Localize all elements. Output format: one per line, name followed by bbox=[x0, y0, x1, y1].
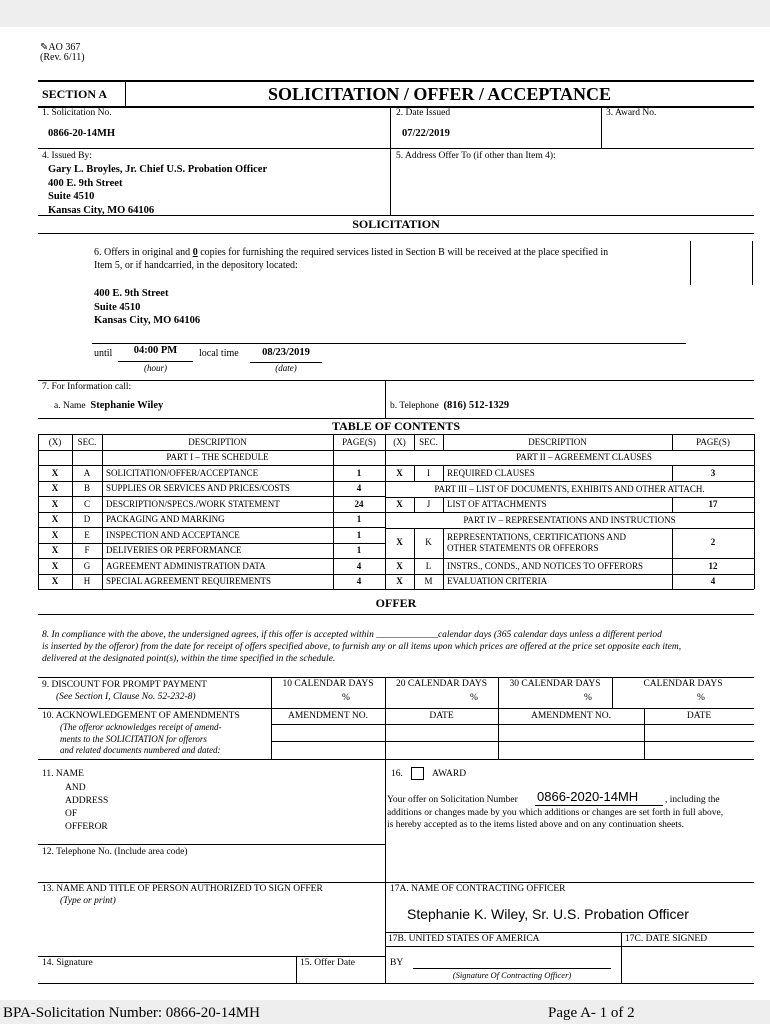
toc-rule bbox=[385, 497, 754, 498]
toc-row-pages: 1 bbox=[356, 514, 362, 524]
field-10-sub: (The offeror acknowledges receipt of amend- ments to the SOLICITATION for offerors and related documents numbered and dated: bbox=[60, 722, 222, 755]
toc-row-mark: X bbox=[51, 545, 59, 555]
toc-heading: TABLE OF CONTENTS bbox=[331, 419, 461, 433]
date-issued: 07/22/2019 bbox=[402, 128, 450, 139]
discount-other-days: CALENDAR DAYS bbox=[643, 679, 723, 689]
field-5-label: 5. Address Offer To (if other than Item 4): bbox=[396, 151, 556, 161]
field-16-label: 16. bbox=[391, 769, 403, 779]
toc-row-pages: 24 bbox=[354, 499, 364, 509]
pct-4: % bbox=[697, 693, 705, 703]
contact-name-row: a. Name Stephanie Wiley bbox=[54, 400, 164, 411]
toc-row-desc: OTHER STATEMENTS OR OFFERORS bbox=[447, 543, 599, 553]
toc-row-sec: G bbox=[83, 561, 91, 571]
award-solicitation-number: 0866-2020-14MH bbox=[537, 789, 639, 804]
toc-header-desc: DESCRIPTION bbox=[188, 437, 247, 447]
solicitation-number: 0866-20-14MH bbox=[48, 128, 116, 139]
field-6-text-line2: Item 5, or if handcarried, in the depository located: bbox=[94, 260, 298, 271]
signature-caption: (Signature Of Contracting Officer) bbox=[452, 970, 572, 980]
issued-by-block: Gary L. Broyles, Jr. Chief U.S. Probation Officer 400 E. 9th Street Suite 4510 Kansas City, MO 64106 bbox=[48, 164, 268, 216]
toc-row-desc: PACKAGING AND MARKING bbox=[106, 514, 225, 524]
toc-row-mark: X bbox=[396, 468, 403, 478]
toc-vline bbox=[672, 497, 673, 512]
field-8-text: 8. In compliance with the above, the undersigned agrees, if this offer is accepted within _____________calendar days (365 calendar days unless a different period is inserted by the offeror) from the date for receipt of offers specified above, to furnish any or all items upon which prices are offered at the price set opposite each item, delivered at the designated point(s), within the time specified in the schedule. bbox=[42, 630, 682, 664]
toc-rule bbox=[385, 512, 754, 513]
toc-part-1: PART I – THE SCHEDULE bbox=[166, 452, 269, 462]
depository-address: 400 E. 9th Street Suite 4510 Kansas City, MO 64106 bbox=[94, 288, 201, 326]
toc-vline bbox=[672, 434, 673, 450]
field-11-label: 11. NAME bbox=[42, 769, 84, 779]
field-10-label: 10. ACKNOWLEDGEMENT OF AMENDMENTS bbox=[42, 711, 240, 721]
toc-vline bbox=[333, 434, 334, 589]
toc-header-x: (X) bbox=[48, 437, 62, 447]
form-revision: (Rev. 6/11) bbox=[40, 52, 85, 63]
toc-row-mark: X bbox=[51, 514, 59, 524]
toc-vline bbox=[385, 434, 386, 589]
toc-row-desc: INSTRS., CONDS., AND NOTICES TO OFFERORS bbox=[447, 561, 643, 571]
toc-row-sec: D bbox=[83, 514, 91, 524]
toc-row-desc: REPRESENTATIONS, CERTIFICATIONS AND bbox=[447, 532, 627, 542]
field-13-sub: (Type or print) bbox=[60, 896, 116, 906]
toc-vline bbox=[414, 497, 415, 512]
field-13-label: 13. NAME AND TITLE OF PERSON AUTHORIZED TO SIGN OFFER bbox=[42, 884, 323, 894]
toc-row-mark: X bbox=[51, 530, 59, 540]
pct-3: % bbox=[584, 693, 592, 703]
toc-row-desc: SUPPLIES OR SERVICES AND PRICES/COSTS bbox=[106, 483, 290, 493]
toc-row-sec: H bbox=[83, 576, 91, 586]
toc-header-pages: PAGE(S) bbox=[342, 437, 376, 447]
field-14-label: 14. Signature bbox=[42, 958, 93, 968]
toc-row-desc: DESCRIPTION/SPECS./WORK STATEMENT bbox=[106, 499, 280, 509]
by-label: BY bbox=[390, 958, 404, 968]
toc-part-3: PART III – LIST OF DOCUMENTS, EXHIBITS AND OTHER ATTACH. bbox=[434, 484, 705, 494]
toc-row-mark: X bbox=[51, 576, 59, 586]
toc-vline bbox=[38, 434, 39, 589]
pct-1: % bbox=[342, 693, 350, 703]
toc-vline bbox=[443, 434, 444, 450]
field-15-label: 15. Offer Date bbox=[300, 958, 355, 968]
date-caption: (date) bbox=[275, 363, 297, 373]
field-4-label: 4. Issued By: bbox=[42, 151, 92, 161]
award-line-2: additions or changes made by you which additions or changes are set forth in full above, bbox=[387, 808, 724, 818]
toc-row-pages: 17 bbox=[708, 499, 718, 509]
toc-rule bbox=[385, 528, 754, 529]
toc-row-pages: 1 bbox=[356, 545, 362, 555]
award-checkbox[interactable] bbox=[411, 767, 424, 780]
toc-vline bbox=[754, 434, 755, 589]
field-12-label: 12. Telephone No. (Include area code) bbox=[42, 847, 188, 857]
toc-rule bbox=[385, 481, 754, 482]
toc-rule bbox=[385, 574, 754, 575]
page-title: SOLICITATION / OFFER / ACCEPTANCE bbox=[267, 84, 612, 104]
toc-row-desc: REQUIRED CLAUSES bbox=[447, 468, 535, 478]
until-label: until bbox=[94, 348, 113, 359]
amend-no-header-1: AMENDMENT NO. bbox=[287, 711, 369, 721]
field-1-label: 1. Solicitation No. bbox=[42, 108, 112, 118]
toc-row-mark: X bbox=[396, 537, 403, 547]
toc-vline bbox=[414, 434, 415, 450]
due-time: 04:00 PM bbox=[133, 345, 178, 356]
section-label: SECTION A bbox=[42, 87, 108, 101]
toc-row-mark: X bbox=[51, 561, 59, 571]
toc-row-sec: L bbox=[425, 561, 432, 571]
field-17b-label: 17B. UNITED STATES OF AMERICA bbox=[388, 934, 540, 944]
award-line-1: Your offer on Solicitation Number bbox=[387, 795, 518, 805]
toc-row-sec: K bbox=[425, 537, 432, 547]
amend-date-header-2: DATE bbox=[686, 711, 712, 721]
toc-row-pages: 1 bbox=[356, 530, 362, 540]
toc-header-x-right: (X) bbox=[393, 437, 406, 447]
toc-row-desc: SPECIAL AGREEMENT REQUIREMENTS bbox=[106, 576, 272, 586]
field-11-sub: AND ADDRESS OF OFFEROR bbox=[65, 783, 109, 832]
toc-row-mark: X bbox=[396, 499, 403, 509]
toc-row-mark: X bbox=[51, 499, 59, 509]
toc-row-sec: C bbox=[83, 499, 90, 509]
toc-row-mark: X bbox=[51, 468, 59, 478]
toc-rule bbox=[385, 558, 754, 559]
toc-row-sec: B bbox=[83, 483, 90, 493]
field-17a-label: 17A. NAME OF CONTRACTING OFFICER bbox=[390, 884, 566, 894]
toc-row-pages: 2 bbox=[710, 537, 716, 547]
toc-rule bbox=[38, 465, 754, 466]
toc-row-pages: 4 bbox=[356, 561, 362, 571]
field-7-label: 7. For Information call: bbox=[42, 382, 132, 392]
contracting-officer-name: Stephanie K. Wiley, Sr. U.S. Probation Officer bbox=[407, 906, 689, 922]
due-date: 08/23/2019 bbox=[262, 347, 310, 358]
footer-solicitation: BPA-Solicitation Number: 0866-20-14MH bbox=[3, 1005, 260, 1021]
discount-20-days: 20 CALENDAR DAYS bbox=[396, 679, 487, 689]
toc-vline bbox=[414, 528, 415, 589]
toc-vline bbox=[443, 528, 444, 589]
toc-row-sec: M bbox=[424, 576, 433, 586]
toc-row-desc: AGREEMENT ADMINISTRATION DATA bbox=[106, 561, 266, 571]
toc-row-desc: LIST OF ATTACHMENTS bbox=[447, 499, 547, 509]
amend-date-header-1: DATE bbox=[429, 711, 454, 721]
toc-header-sec-right: SEC. bbox=[419, 437, 438, 447]
toc-row-desc: DELIVERIES OR PERFORMANCE bbox=[106, 545, 242, 555]
amend-no-header-2: AMENDMENT NO. bbox=[530, 711, 612, 721]
field-6-text: 6. Offers in original and 0 copies for furnishing the required services listed in Section B will be received at the place specified in bbox=[94, 247, 609, 258]
local-time-label: local time bbox=[199, 348, 239, 359]
toc-row-pages: 4 bbox=[356, 483, 362, 493]
field-3-label: 3. Award No. bbox=[606, 108, 657, 118]
toc-row-pages: 1 bbox=[356, 468, 362, 478]
form-id: ✎AO 367 bbox=[40, 42, 81, 53]
solicitation-heading: SOLICITATION bbox=[352, 217, 440, 231]
field-9-label: 9. DISCOUNT FOR PROMPT PAYMENT bbox=[42, 680, 207, 690]
toc-vline bbox=[414, 465, 415, 481]
toc-row-sec: A bbox=[83, 468, 91, 478]
contact-phone-row: b. Telephone (816) 512-1329 bbox=[390, 400, 510, 411]
toc-part-2: PART II – AGREEMENT CLAUSES bbox=[516, 452, 652, 462]
field-17c-label: 17C. DATE SIGNED bbox=[625, 934, 708, 944]
discount-30-days: 30 CALENDAR DAYS bbox=[509, 679, 601, 689]
toc-row-mark: X bbox=[396, 561, 403, 571]
footer-page-number: Page A- 1 of 2 bbox=[548, 1005, 635, 1021]
top-margin-band bbox=[0, 0, 770, 27]
toc-row-sec: E bbox=[84, 530, 90, 540]
toc-vline bbox=[443, 497, 444, 512]
toc-vline bbox=[672, 528, 673, 589]
award-line-1-end: , including the bbox=[665, 795, 720, 805]
field-2-label: 2. Date Issued bbox=[396, 108, 451, 118]
toc-vline bbox=[672, 465, 673, 481]
toc-vline bbox=[72, 434, 73, 589]
field-9-sub: (See Section I, Clause No. 52-232-8) bbox=[56, 692, 196, 702]
pct-2: % bbox=[470, 693, 478, 703]
hour-caption: (hour) bbox=[144, 363, 167, 373]
toc-rule bbox=[38, 450, 754, 451]
offer-heading: OFFER bbox=[375, 596, 417, 610]
toc-row-sec: J bbox=[426, 499, 431, 509]
toc-row-mark: X bbox=[396, 576, 403, 586]
toc-vline bbox=[443, 465, 444, 481]
toc-vline bbox=[102, 434, 103, 589]
toc-row-pages: 12 bbox=[708, 561, 718, 571]
toc-row-desc: INSPECTION AND ACCEPTANCE bbox=[106, 530, 240, 540]
award-line-3: is hereby accepted as to the items listed above and on any continuation sheets. bbox=[387, 820, 685, 830]
toc-part-4: PART IV – REPRESENTATIONS AND INSTRUCTIONS bbox=[463, 515, 676, 525]
toc-row-mark: X bbox=[51, 483, 59, 493]
toc-row-pages: 3 bbox=[710, 468, 716, 478]
toc-row-pages: 4 bbox=[356, 576, 362, 586]
award-label: AWARD bbox=[432, 769, 467, 779]
toc-row-desc: EVALUATION CRITERIA bbox=[447, 576, 548, 586]
toc-header-sec: SEC. bbox=[77, 437, 97, 447]
toc-row-desc: SOLICITATION/OFFER/ACCEPTANCE bbox=[106, 468, 259, 478]
toc-header-desc-right: DESCRIPTION bbox=[528, 437, 587, 447]
toc-row-sec: F bbox=[84, 545, 90, 555]
discount-10-days: 10 CALENDAR DAYS bbox=[282, 679, 374, 689]
toc-header-pages-right: PAGE(S) bbox=[696, 437, 730, 447]
toc-row-sec: I bbox=[427, 468, 430, 478]
toc-row-pages: 4 bbox=[710, 576, 716, 586]
